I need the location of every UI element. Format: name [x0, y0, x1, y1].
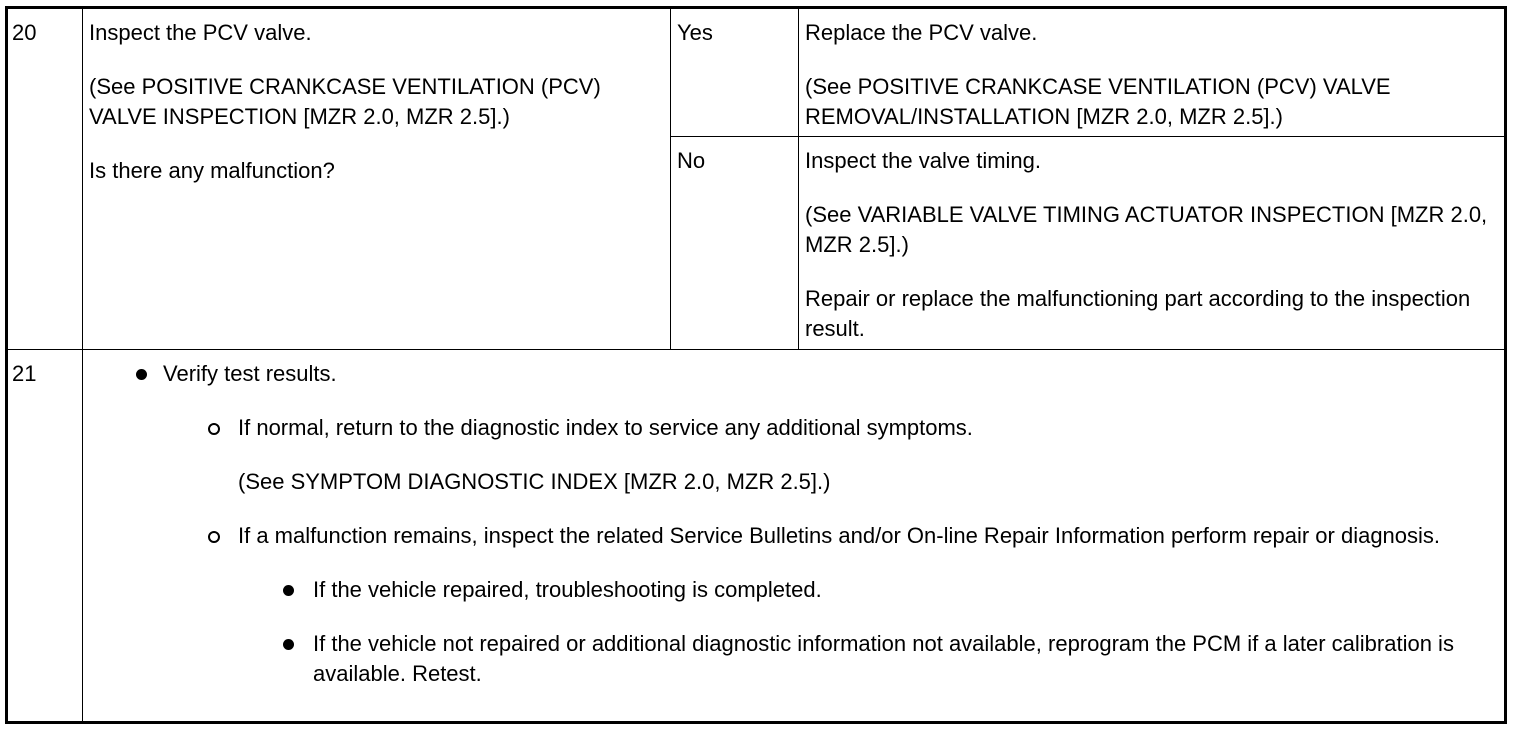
bullet-dot-icon	[283, 639, 294, 650]
bullet-text: Verify test results.	[163, 361, 337, 386]
bullet-circle-icon	[208, 531, 220, 543]
bullet-circle-icon	[208, 423, 220, 435]
bullet-dot-icon	[136, 369, 147, 380]
sub-bullet-text: If normal, return to the diagnostic index to service any additional symptoms.	[238, 415, 973, 440]
bullet-dot-icon	[283, 585, 294, 596]
step-number-cell	[7, 350, 83, 723]
result-no-label: No	[677, 148, 706, 173]
action-cell	[83, 8, 671, 350]
bullet-item	[83, 359, 1464, 389]
no-repair-note: Repair or replace the malfunctioning part according to the inspection result.	[805, 286, 1471, 341]
sub-bullet-item	[83, 413, 1464, 443]
no-reference: (See VARIABLE VALVE TIMING ACTUATOR INSPECTION [MZR 2.0, MZR 2.5].)	[805, 202, 1488, 257]
no-instruction: Inspect the valve timing.	[805, 148, 1042, 173]
result-no-cell	[671, 137, 799, 350]
nested-bullet-item	[83, 629, 1464, 689]
sub-bullet-item	[83, 521, 1464, 551]
nested-bullet-text: If the vehicle not repaired or additional diagnostic information not available, reprogram the PCM if a later calibration is available. Retest.	[313, 631, 1454, 686]
verify-cell	[83, 350, 1506, 723]
yes-instruction: Replace the PCV valve.	[805, 20, 1038, 45]
sub-bullet-reference: (See SYMPTOM DIAGNOSTIC INDEX [MZR 2.0, MZR 2.5].)	[238, 469, 831, 494]
step-number: 20	[12, 20, 37, 45]
nested-bullet-item	[83, 575, 1464, 605]
step-20-yes-row	[7, 8, 1506, 137]
sub-bullet-text: If a malfunction remains, inspect the related Service Bulletins and/or On-line Repair Information perform repair or diagnosis.	[238, 523, 1441, 548]
no-action-cell	[799, 137, 1506, 350]
step-number-cell	[7, 8, 83, 350]
result-yes-cell	[671, 8, 799, 137]
step-21-row	[7, 350, 1506, 723]
action-question: Is there any malfunction?	[89, 158, 335, 183]
result-yes-label: Yes	[677, 20, 713, 45]
step-number: 21	[12, 361, 37, 386]
yes-reference: (See POSITIVE CRANKCASE VENTILATION (PCV) VALVE REMOVAL/INSTALLATION [MZR 2.0, MZR 2.5].)	[805, 74, 1391, 129]
nested-bullet-text: If the vehicle repaired, troubleshooting is completed.	[313, 577, 822, 602]
diagnostic-table	[5, 6, 1507, 724]
yes-action-cell	[799, 8, 1506, 137]
action-reference: (See POSITIVE CRANKCASE VENTILATION (PCV) VALVE INSPECTION [MZR 2.0, MZR 2.5].)	[89, 74, 601, 129]
action-instruction: Inspect the PCV valve.	[89, 20, 312, 45]
